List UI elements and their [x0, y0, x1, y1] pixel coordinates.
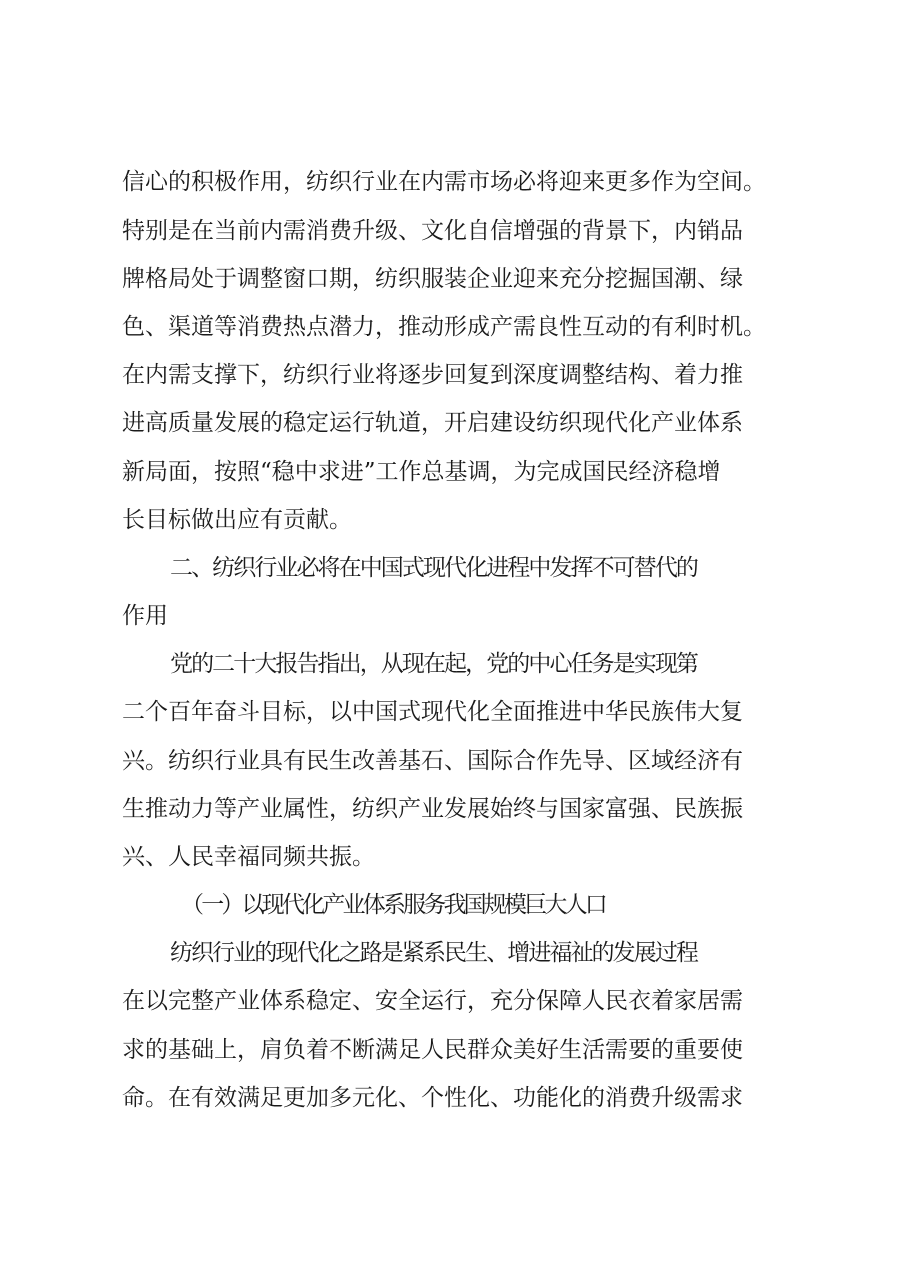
- heading-line: 二、纺织行业必将在中国式现代化进程中发挥不可替代的: [170, 555, 698, 581]
- text-line: 特别是在当前内需消费升级、文化自信增强的背景下，内销品: [122, 218, 743, 244]
- text-line: 兴、人民幸福同频共振。: [122, 844, 375, 870]
- subheading-line: （一）以现代化产业体系服务我国规模巨大人口: [181, 892, 606, 918]
- text-line: 命。在有效满足更加多元化、个性化、功能化的消费升级需求: [122, 1085, 743, 1111]
- text-line: 在内需支撑下，纺织行业将逐步回复到深度调整结构、着力推: [122, 362, 743, 388]
- text-line: 长目标做出应有贡献。: [122, 507, 352, 533]
- text-line: 牌格局处于调整窗口期，纺织服装企业迎来充分挖掘国潮、绿: [122, 266, 743, 292]
- text-line: 在以完整产业体系稳定、安全运行，充分保障人民衣着家居需: [122, 988, 743, 1014]
- text-line: 色、渠道等消费热点潜力，推动形成产需良性互动的有利时机。: [122, 314, 766, 340]
- text-line: 党的二十大报告指出，从现在起，党的中心任务是实现第: [170, 651, 698, 677]
- text-line: 兴。纺织行业具有民生改善基石、国际合作先导、区域经济有: [122, 748, 743, 774]
- text-line: 纺织行业的现代化之路是紧系民生、增进福祉的发展过程: [170, 940, 698, 966]
- text-line: 进高质量发展的稳定运行轨道，开启建设纺织现代化产业体系: [122, 410, 743, 436]
- text-line: 新局面，按照“稳中求进”工作总基调，为完成国民经济稳增: [122, 459, 721, 485]
- text-line: 求的基础上，肩负着不断满足人民群众美好生活需要的重要使: [122, 1037, 743, 1063]
- heading-line: 作用: [122, 603, 168, 629]
- text-line: 生推动力等产业属性，纺织产业发展始终与国家富强、民族振: [122, 796, 743, 822]
- text-line: 信心的积极作用，纺织行业在内需市场必将迎来更多作为空间。: [122, 169, 766, 195]
- text-line: 二个百年奋斗目标，以中国式现代化全面推进中华民族伟大复: [122, 699, 743, 725]
